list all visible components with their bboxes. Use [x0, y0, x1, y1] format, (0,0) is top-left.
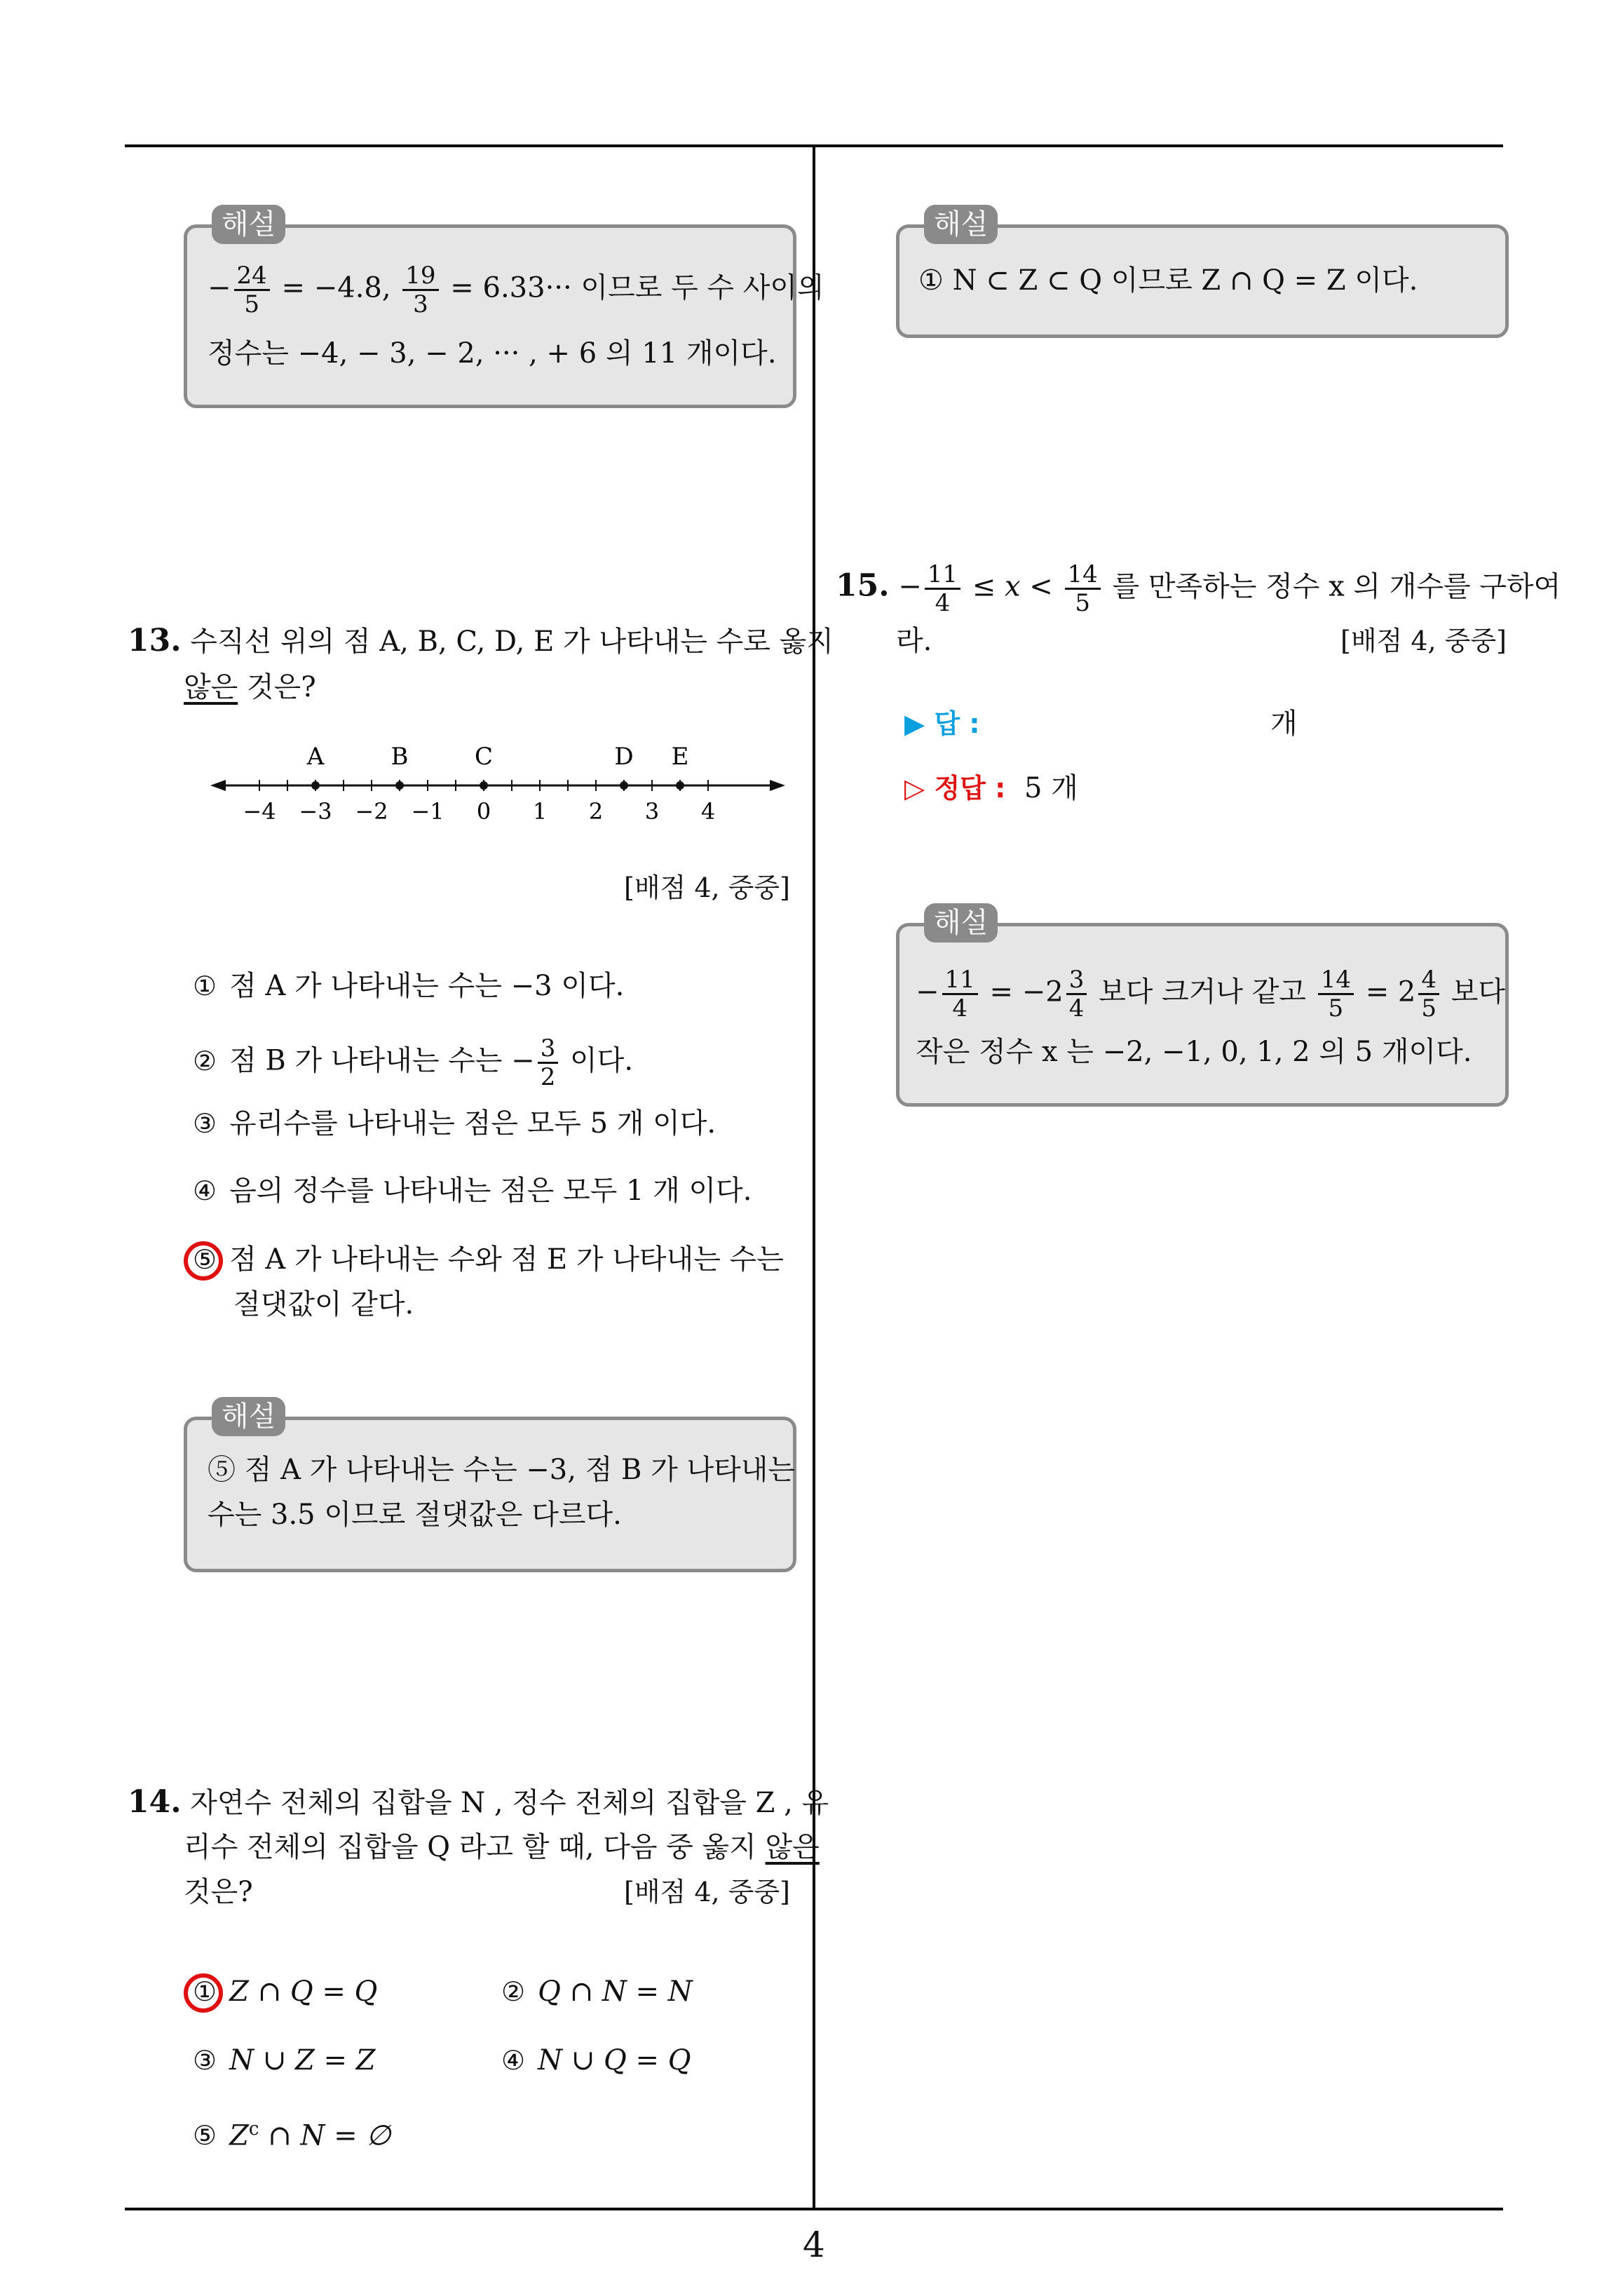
- option-13-5-line2: 절댓값이 같다.: [233, 1288, 414, 1321]
- score-q13: [배점 4, 중중]: [624, 872, 790, 903]
- option-13-2: ② 점 B 가 나타내는 수는 − $\frac{3}{2}$ 이다.: [193, 1034, 634, 1091]
- tick-label: 4: [700, 798, 716, 825]
- point-marker: [395, 781, 404, 790]
- point-label: C: [474, 743, 494, 771]
- answer-input-row[interactable]: [904, 703, 980, 745]
- question-number: 15.: [836, 567, 890, 604]
- option-14-4: ④ N ∪ Q = Q: [501, 2044, 691, 2076]
- option-14-1: ① Z ∩ Q = Q: [193, 1976, 378, 2008]
- point-marker: [676, 781, 684, 790]
- number-line: [210, 736, 785, 842]
- option-13-1: ① 점 A 가 나타내는 수는 −3 이다.: [193, 970, 625, 1002]
- question-15-line2: 라.: [896, 625, 932, 657]
- answer-label: ▶ 답 :: [904, 708, 980, 739]
- tick-label: −4: [243, 798, 276, 825]
- point-label: A: [306, 743, 325, 771]
- question-number: 14.: [128, 1784, 182, 1820]
- fraction: $\frac{24}{5}$: [234, 262, 270, 318]
- fraction: $\frac{3}{2}$: [538, 1035, 559, 1090]
- tick-label: −3: [299, 798, 332, 825]
- tick-label: −1: [411, 798, 444, 825]
- bottom-rule: [125, 2208, 1503, 2210]
- point-marker: [480, 781, 488, 790]
- arrow-right-icon: [770, 780, 785, 791]
- question-14-line1: 14. 자연수 전체의 집합을 N , 정수 전체의 집합을 Z , 유: [128, 1784, 829, 1820]
- point-marker: [311, 781, 320, 790]
- point-label: E: [671, 743, 689, 771]
- tick-label: 3: [644, 798, 660, 825]
- question-15-line1: 15. − $\frac{11}{4}$ ≤ x < $\frac{14}{5}$ 를 만족하는 정수 x 의 개수를 구하여: [836, 560, 1561, 617]
- column-divider: [813, 144, 815, 2209]
- score-q14: [배점 4, 중중]: [624, 1877, 790, 1907]
- fraction: $\frac{14}{5}$: [1318, 966, 1354, 1022]
- solution-tag: 해설: [212, 1397, 285, 1436]
- option-14-5: ⑤ $Z^c$ ∩ N = ∅: [193, 2119, 391, 2152]
- solution-q13-line1: ⑤ 점 A 가 나타내는 수는 −3, 점 B 가 나타내는: [208, 1454, 796, 1486]
- tick-label: 0: [476, 798, 491, 825]
- fraction: $\frac{19}{3}$: [402, 262, 438, 318]
- correct-answer-label: ▷ 정답 :: [904, 773, 1006, 804]
- fraction: $\frac{11}{4}$: [925, 561, 960, 616]
- solution-q12-line2: 정수는 −4, − 3, − 2, ··· , + 6 의 11 개이다.: [208, 337, 777, 370]
- tick-label: 1: [532, 798, 548, 825]
- solution-q15-line1: − $\frac{11}{4}$ = −2 $\frac{3}{4}$ 보다 크거나 같고 $\frac{14}{5}$ = 2 $\frac{4}{5}$ 보다: [916, 966, 1506, 1022]
- score-q15: [배점 4, 중중]: [1340, 626, 1507, 656]
- question-14-line2: 리수 전체의 집합을 Q 라고 할 때, 다음 중 옳지 않은: [184, 1831, 820, 1863]
- solution-tag: 해설: [924, 205, 998, 244]
- option-13-5: ⑤ 점 A 가 나타내는 수와 점 E 가 나타내는 수는: [193, 1243, 784, 1276]
- point-marker: [620, 781, 628, 790]
- option-14-3: ③ N ∪ Z = Z: [193, 2044, 376, 2076]
- question-14-line3: 것은?: [184, 1876, 253, 1908]
- tick-label: 2: [588, 798, 604, 825]
- arrow-left-icon: [210, 780, 226, 791]
- question-number: 13.: [128, 623, 182, 659]
- option-13-3: ③ 유리수를 나타내는 점은 모두 5 개 이다.: [193, 1107, 717, 1140]
- solution-q14-line1: ① N ⊂ Z ⊂ Q 이므로 Z ∩ Q = Z 이다.: [918, 264, 1418, 297]
- fraction: $\frac{14}{5}$: [1065, 561, 1101, 616]
- solution-q13-line2: 수는 3.5 이므로 절댓값은 다르다.: [208, 1499, 622, 1531]
- option-14-2: ② Q ∩ N = N: [501, 1976, 693, 2008]
- correct-answer-row: ▷ 정답 : 5 개: [904, 772, 1078, 804]
- solution-q15-line2: 작은 정수 x 는 −2, −1, 0, 1, 2 의 5 개이다.: [916, 1036, 1472, 1068]
- point-label: B: [391, 743, 409, 771]
- tick-label: −2: [355, 798, 388, 825]
- solution-q12-line1: − $\frac{24}{5}$ = −4.8, $\frac{19}{3}$ = 6.33··· 이므로 두 수 사이의: [208, 262, 824, 318]
- solution-tag: 해설: [212, 205, 285, 244]
- point-label: D: [614, 743, 634, 771]
- option-13-4: ④ 음의 정수를 나타내는 점은 모두 1 개 이다.: [193, 1175, 752, 1207]
- page-number: 4: [803, 2224, 825, 2265]
- question-13-line2: 않은 것은?: [184, 671, 316, 703]
- solution-tag: 해설: [924, 903, 998, 943]
- fraction: $\frac{4}{5}$: [1418, 966, 1439, 1022]
- fraction: $\frac{11}{4}$: [942, 966, 978, 1022]
- fraction: $\frac{3}{4}$: [1066, 966, 1087, 1022]
- answer-unit: 개: [1270, 708, 1298, 740]
- question-13-line1: 13. 수직선 위의 점 A, B, C, D, E 가 나타내는 수로 옳지: [128, 623, 834, 659]
